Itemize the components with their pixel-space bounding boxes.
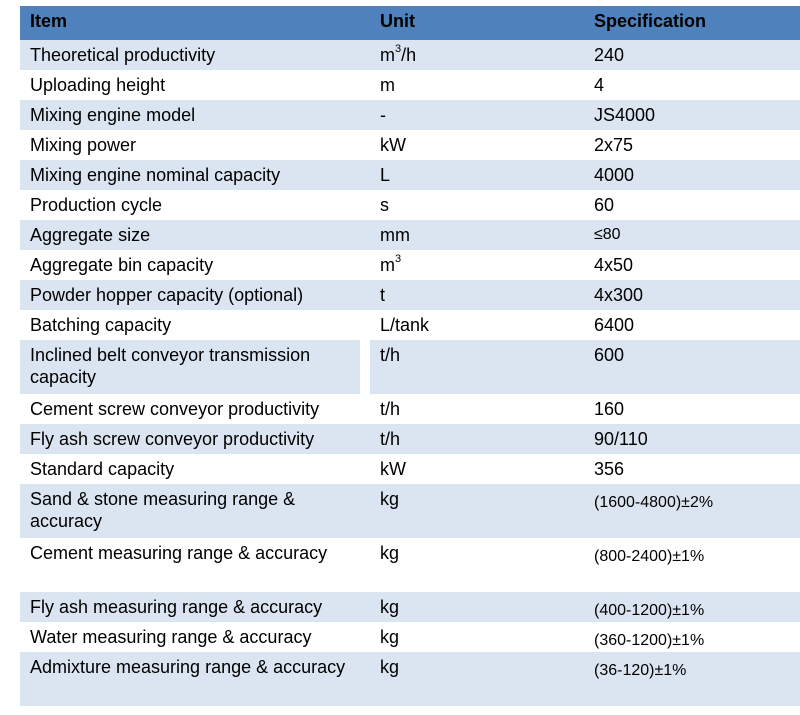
table-row [20, 652, 800, 706]
table-row [20, 592, 800, 622]
table-header-row [20, 6, 800, 40]
row-unit: t [370, 280, 584, 310]
row-unit: kg [380, 543, 400, 563]
table-row [20, 250, 800, 280]
row-spec: (1600-4800)±2% [584, 484, 800, 538]
row-item: Standard capacity [30, 459, 175, 479]
row-unit: kW [380, 135, 406, 155]
row-spec: (360-1200)±1% [594, 632, 705, 649]
table-row [20, 340, 800, 394]
row-item: Admixture measuring range & accuracy [20, 652, 370, 706]
table-row [20, 394, 800, 424]
row-item: Powder hopper capacity (optional) [20, 280, 370, 310]
table-row [20, 454, 800, 484]
row-unit: kg [370, 592, 584, 622]
row-spec: (36-120)±1% [584, 652, 800, 706]
row-item: Sand & stone measuring range & accuracy [20, 484, 370, 538]
row-item: Mixing engine model [20, 100, 370, 130]
row-item: Mixing engine nominal capacity [20, 160, 370, 190]
row-spec: 240 [584, 40, 800, 70]
row-unit: s [380, 195, 389, 215]
specification-table [20, 6, 800, 706]
header-specification: Specification [584, 6, 800, 40]
row-item: Aggregate size [20, 220, 370, 250]
table-row [20, 160, 800, 190]
table-row [20, 280, 800, 310]
row-unit: L/tank [380, 315, 430, 335]
row-unit: t/h [370, 424, 584, 454]
row-spec: 4x50 [594, 255, 634, 275]
table-row [20, 310, 800, 340]
row-spec: JS4000 [584, 100, 800, 130]
table-row [20, 622, 800, 652]
row-item: Aggregate bin capacity [30, 255, 214, 275]
table-row [20, 220, 800, 250]
row-spec: (400-1200)±1% [584, 592, 800, 622]
row-unit: kW [380, 459, 406, 479]
row-spec: 600 [584, 340, 800, 394]
row-spec: 4000 [584, 160, 800, 190]
row-spec: ≤80 [584, 220, 800, 250]
row-unit: L [370, 160, 584, 190]
row-item: Cement screw conveyor productivity [30, 399, 320, 419]
row-item: Fly ash measuring range & accuracy [20, 592, 370, 622]
header-unit: Unit [370, 6, 584, 40]
row-spec: 160 [594, 399, 625, 419]
table-row [20, 424, 800, 454]
table-row [20, 100, 800, 130]
row-item: Inclined belt conveyor transmission capacity [20, 340, 370, 394]
row-item: Theoretical productivity [20, 40, 370, 70]
table-row [20, 130, 800, 160]
row-unit: kg [370, 484, 584, 538]
row-unit: t/h [370, 340, 584, 394]
row-item: Fly ash screw conveyor productivity [20, 424, 370, 454]
row-unit: m [380, 75, 395, 95]
table-row [20, 70, 800, 100]
row-spec: 2x75 [594, 135, 634, 155]
row-item: Mixing power [30, 135, 137, 155]
row-spec: (800-2400)±1% [594, 548, 705, 565]
header-item: Item [20, 6, 370, 40]
row-spec: 90/110 [584, 424, 800, 454]
row-spec: 60 [594, 195, 615, 215]
table-row [20, 538, 800, 592]
row-unit: mm [370, 220, 584, 250]
row-unit: $m^3$ [380, 253, 402, 275]
row-item: Production cycle [30, 195, 163, 215]
row-spec: 6400 [594, 315, 635, 335]
table-row [20, 484, 800, 538]
row-unit: - [370, 100, 584, 130]
row-spec: 356 [594, 459, 625, 479]
table-row [20, 40, 800, 70]
row-spec: 4 [594, 75, 605, 95]
row-item: Cement measuring range & accuracy [30, 543, 328, 563]
row-unit: kg [380, 627, 400, 647]
row-unit: $m^3/h$ [370, 40, 584, 70]
row-item: Uploading height [30, 75, 166, 95]
row-unit: kg [370, 652, 584, 706]
row-spec: 4x300 [584, 280, 800, 310]
row-item: Batching capacity [30, 315, 172, 335]
table-row [20, 190, 800, 220]
row-item: Water measuring range & accuracy [30, 627, 312, 647]
row-unit: t/h [380, 399, 401, 419]
